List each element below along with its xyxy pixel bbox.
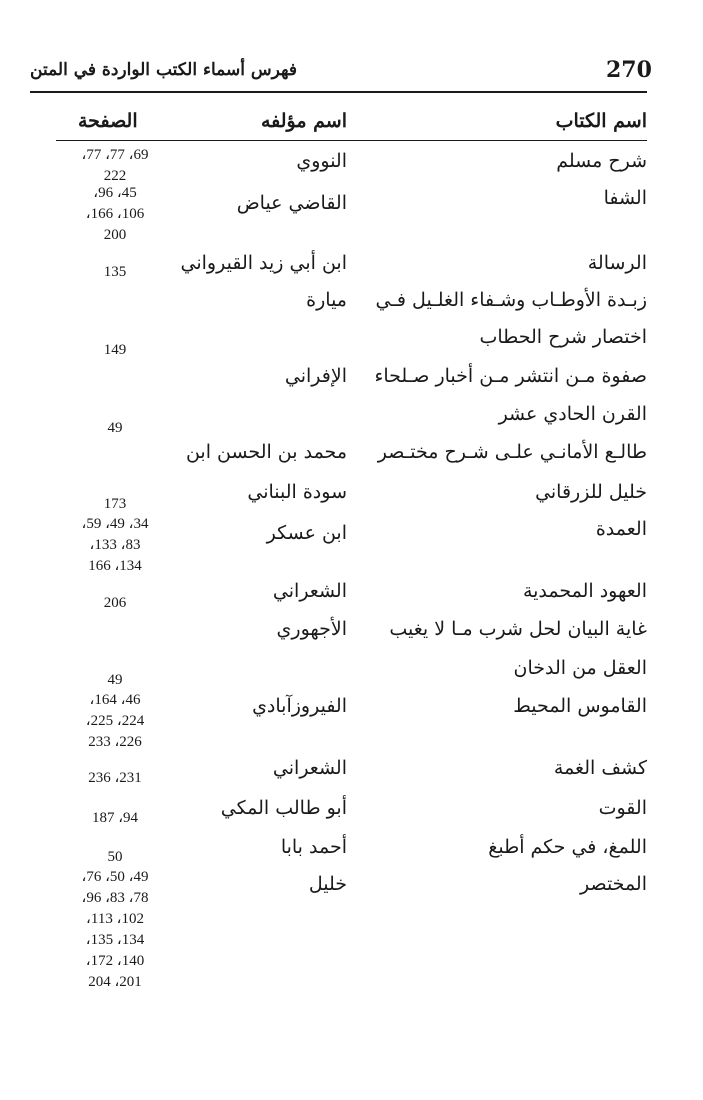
book-title: الشفا: [603, 187, 647, 209]
book-title: اللمغ، في حكم أطبغ: [488, 836, 647, 858]
book-title: المختصر: [579, 873, 647, 895]
page-refs: 45، 96، 106، 166، 200: [85, 185, 145, 243]
book-title: صفوة مـن انتشر مـن أخبار صـلحاء: [374, 365, 647, 387]
page-refs: 34، 49، 59، 83، 133، 134، 166: [81, 516, 149, 574]
page-refs: 50: [107, 849, 123, 865]
page-refs: 135: [103, 264, 127, 280]
book-title: القوت: [598, 797, 647, 819]
book-title: القرن الحادي عشر: [498, 403, 647, 425]
page-refs: 49: [107, 420, 123, 436]
page-refs: 231، 236: [88, 770, 142, 786]
page-refs: 149: [103, 342, 127, 358]
author-name: الإفراني: [284, 365, 347, 387]
page-refs: 69، 77، 77، 222: [81, 147, 149, 184]
book-title: العمدة: [595, 518, 647, 540]
author-name: ابن أبي زيد القيرواني: [180, 252, 347, 274]
book-title: شرح مسلم: [556, 150, 647, 172]
author-name: الفيروزآبادي: [252, 695, 347, 717]
author-name: أحمد بابا: [280, 836, 347, 858]
author-name: محمد بن الحسن ابن: [185, 441, 347, 463]
page-refs: 94، 187: [91, 810, 139, 826]
book-title: العقل من الدخان: [513, 657, 647, 679]
column-header-author: اسم مؤلفه: [260, 110, 347, 132]
book-title: العهود المحمدية: [522, 580, 647, 602]
column-header-book: اسم الكتاب: [555, 110, 647, 132]
running-header-title: فهرس أسماء الكتب الواردة في المتن: [30, 60, 297, 80]
author-name: الأجهوري: [276, 618, 347, 640]
author-name: ابن عسكر: [266, 522, 347, 544]
page-refs: 173: [103, 496, 127, 512]
book-title: زبـدة الأوطـاب وشـفاء الغلـيل فـي: [375, 289, 647, 311]
column-header-pages: الصفحة: [78, 110, 138, 132]
book-title: خليل للزرقاني: [535, 481, 647, 503]
author-name: ميارة: [306, 289, 347, 311]
book-title: القاموس المحيط: [513, 695, 647, 717]
book-title: كشف الغمة: [553, 757, 647, 779]
page-refs: 49: [107, 672, 123, 688]
author-name: الشعراني: [272, 580, 347, 602]
page-refs: 49، 50، 76، 78، 83، 96، 102، 113، 134، 135، 140، 172، 201، 204: [81, 869, 149, 990]
author-name: أبو طالب المكي: [220, 797, 347, 819]
header-rule: [30, 91, 647, 93]
column-header-rule: [56, 140, 647, 141]
author-name: الشعراني: [272, 757, 347, 779]
book-title: الرسالة: [587, 252, 647, 274]
author-name: القاضي عياض: [236, 192, 347, 214]
book-title: غاية البيان لحل شرب مـا لا يغيب: [389, 618, 647, 640]
book-title: طالـع الأمانـي علـى شـرح مختـصر: [377, 441, 647, 463]
page-refs: 46، 164، 224، 225، 226، 233: [85, 692, 145, 750]
page-number: 270: [606, 57, 652, 83]
author-name: سودة البناني: [247, 481, 347, 503]
book-title: اختصار شرح الحطاب: [479, 326, 647, 348]
author-name: النووي: [296, 150, 347, 172]
author-name: خليل: [308, 873, 347, 895]
page-refs: 206: [103, 595, 127, 611]
